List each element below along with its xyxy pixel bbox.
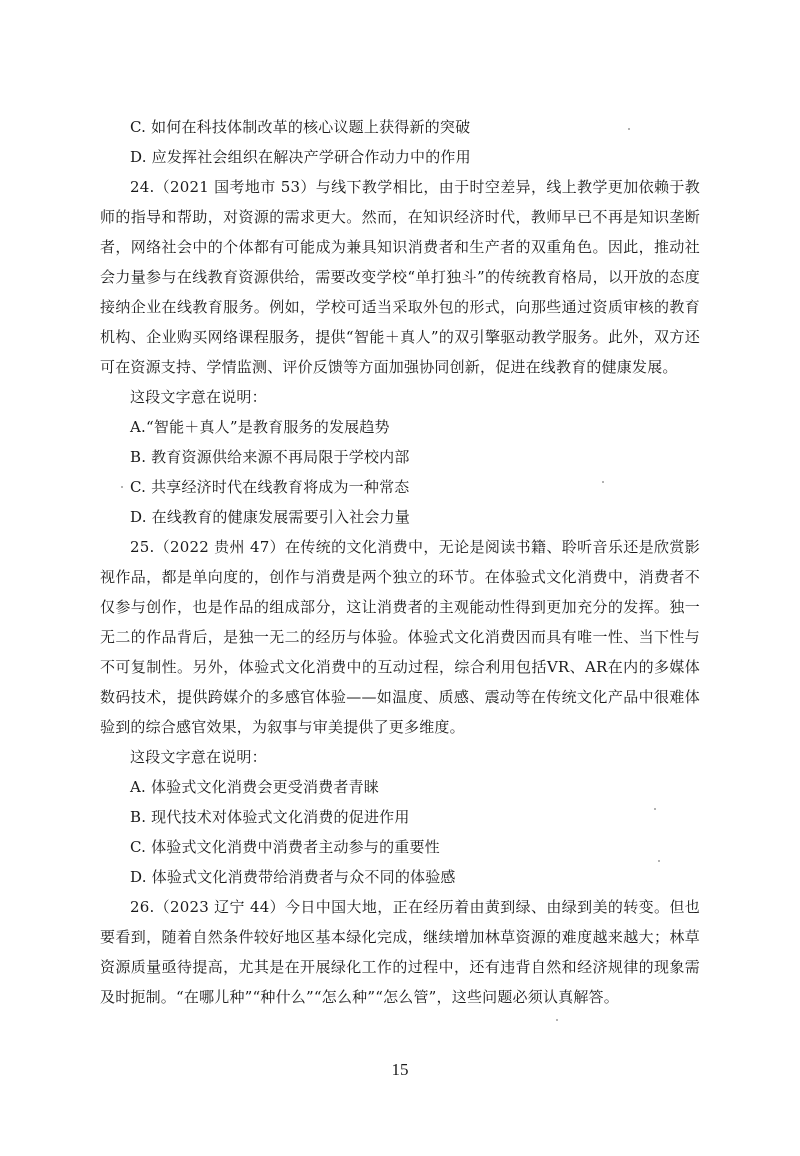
scan-speck — [602, 481, 604, 483]
question-24-prompt: 这段文字意在说明： — [130, 388, 267, 406]
question-26-text: 26.（2023 辽宁 44）今日中国大地，正在经历着由黄到绿、由绿到美的转变。但也要看到，随着自然条件较好地区基本绿化完成，继续增加林草资源的难度越来越大；林草资源质量亟待提高，尤其是在开展绿化工作的过程中，还有违背自然和经济规律的现象需及时扼制。“在哪儿种”“种什么”“怎么种”“怎么管”，这些问题必须认真解答。 — [100, 898, 700, 1006]
question-24-option-d: D. 在线教育的健康发展需要引入社会力量 — [130, 508, 411, 526]
question-24-text: 24.（2021 国考地市 53）与线下教学相比，由于时空差异，线上教学更加依赖于教师的指导和帮助，对资源的需求更大。然而，在知识经济时代，教师早已不再是知识垄断者，网络社会中的个体都有可能成为兼具知识消费者和生产者的双重角色。因此，推动社会力量参与在线教育资源供给，需要改变学校“单打独斗”的传统教育格局，以开放的态度接纳企业在线教育服务。例如，学校可适当采取外包的形式，向那些通过资质审核的教育机构、企业购买网络课程服务，提供“智能＋真人”的双引擎驱动教学服务。此外，双方还可在资源支持、学情监测、评价反馈等方面加强协同创新，促进在线教育的健康发展。 — [100, 178, 700, 376]
scan-speck — [556, 1019, 558, 1021]
question-25-option-b: B. 现代技术对体验式文化消费的促进作用 — [130, 808, 410, 826]
question-25-prompt: 这段文字意在说明： — [130, 748, 267, 766]
prev-option-c: C. 如何在科技体制改革的核心议题上获得新的突破 — [130, 118, 471, 136]
question-25-option-c: C. 体验式文化消费中消费者主动参与的重要性 — [130, 838, 440, 856]
question-25-text: 25.（2022 贵州 47）在传统的文化消费中，无论是阅读书籍、聆听音乐还是欣赏影视作品，都是单向度的，创作与消费是两个独立的环节。在体验式文化消费中，消费者不仅参与创作，也是作品的组成部分，这让消费者的主观能动性得到更加充分的发挥。独一无二的作品背后，是独一无二的经历与体验。体验式文化消费因而具有唯一性、当下性与不可复制性。另外，体验式文化消费中的互动过程，综合利用包括VR、AR在内的多媒体数码技术，提供跨媒介的多感官体验——如温度、质感、震动等在传统文化产品中很难体验到的综合感官效果，为叙事与审美提供了更多维度。 — [100, 538, 700, 736]
scan-speck — [121, 486, 123, 488]
prev-option-d: D. 应发挥社会组织在解决产学研合作动力中的作用 — [130, 148, 471, 166]
page-content — [100, 112, 700, 1012]
scan-speck — [658, 860, 660, 862]
scan-speck — [628, 128, 630, 130]
scan-speck — [654, 808, 656, 810]
question-24-option-c: C. 共享经济时代在线教育将成为一种常态 — [130, 478, 410, 496]
page-number: 15 — [391, 1060, 409, 1079]
question-24-option-a: A.“智能＋真人”是教育服务的发展趋势 — [130, 418, 390, 436]
question-25-option-d: D. 体验式文化消费带给消费者与众不同的体验感 — [130, 868, 456, 886]
question-24-option-b: B. 教育资源供给来源不再局限于学校内部 — [130, 448, 410, 466]
question-25-option-a: A. 体验式文化消费会更受消费者青睐 — [130, 778, 379, 796]
